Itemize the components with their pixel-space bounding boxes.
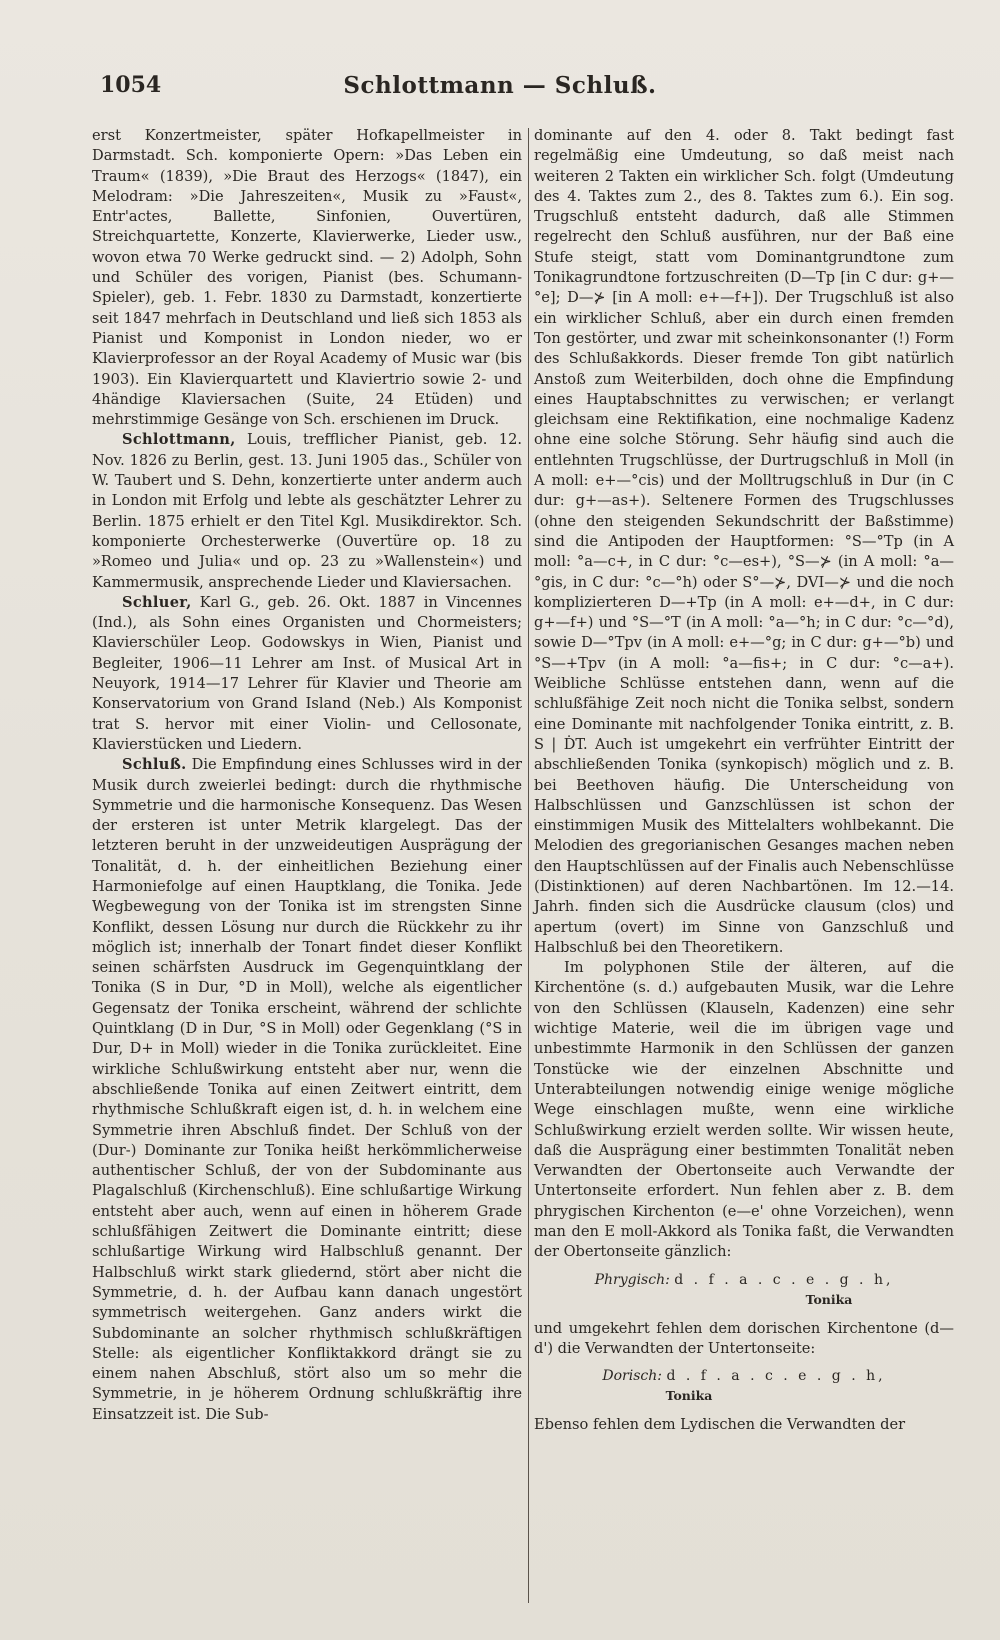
example-scale: d . f . a . c . e . g . h,	[674, 1271, 894, 1288]
tonika-label: Tonika	[805, 1291, 853, 1307]
entry-text: erst Konzertmeister, später Hofkapellmeister in Darmstadt. Sch. komponierte Opern: »Das Leben ein Traum« (1839), »Die Braut des Herzogs« (1847), ein Melodram: »Die Jahreszeiten«, Musik zu »Faust«, Entr'actes, Ballette, Sinfonien, Ouvertüren, Streichquartette, Konzerte, Klavierwerke, Lieder usw., wovon etwa 70 Werke gedruckt sind. — 2) Adolph, Sohn und Schüler des vorigen, Pianist (bes. Schumann-Spieler), geb. 1. Febr. 1830 zu Darmstadt, konzertierte seit 1847 mehrfach in Deutschland und ließ sich 1853 als Pianist und Komponist in London nieder, wo er Klavierprofessor an der Royal Academy of Music war (bis 1903). Ein Klavierquartett und Klaviertrio sowie 2- und 4händige Klaviersachen (Suite, 24 Etüden) und mehrstimmige Gesänge von Sch. erschienen im Druck.	[92, 127, 522, 429]
left-column	[92, 126, 522, 1425]
polyphonic-paragraph: Im polyphonen Stile der älteren, auf die Kirchentöne (s. d.) aufgebauten Musik, war die Lehre von den Schlüssen (Klauseln, Kadenzen) eine sehr wichtige Materie, weil die im übrigen vage und unbestimmte Harmonik in den Schlüssen der ganzen Tonstücke wie der einzelnen Abschnitte und Unterabteilungen notwendig einige wenige mögliche Wege einschlagen mußte, wenn eine wirkliche Schlußwirkung erzielt werden sollte. Wir wissen heute, daß die Ausprägung einer bestimmten Tonalität neben Verwandten der Obertonseite auch Verwandte der Untertonseite erfordert. Nun fehlen aber z. B. dem phrygischen Kirchenton (e—e' ohne Vorzeichen), wenn man den E moll-Akkord als Tonika faßt, die Verwandten der Obertonseite gänzlich:	[534, 959, 954, 1261]
entry-headword: Schluer,	[122, 593, 192, 611]
entry-text: Karl G., geb. 26. Okt. 1887 in Vincennes (Ind.), als Sohn eines Organisten und Chormeisters; Klavierschüler Leop. Godowskys in Wien, Pianist und Begleiter, 1906—11 Lehrer am Inst. of Musical Art in Neuyork, 1914—17 Lehrer für Klavier und Theorie am Konservatorium von Grand Island (Neb.) Als Komponist trat S. hervor mit einer Violin- und Cellosonate, Klavierstücken und Liedern.	[92, 593, 522, 753]
entry-text: Die Empfindung eines Schlusses wird in der Musik durch zweierlei bedingt: durch die rhythmische Symmetrie und die harmonische Konsequenz. Das Wesen der ersteren ist unter Metrik klargelegt. Das der letzteren beruht in der unzweideutigen Ausprägung der Tonalität, d. h. der einheitlichen Beziehung einer Harmoniefolge auf einen Hauptklang, die Tonika. Jede Wegbewegung von der Tonika ist im strengsten Sinne Konflikt, dessen Lösung nur durch die Rückkehr zu ihr möglich ist; innerhalb der Tonart findet dieser Konflikt seinen schärfsten Ausdruck im Gegenquintklang der Tonika (S in Dur, °D in Moll), welche als eigentlicher Gegensatz der Tonika erscheint, während der schlichte Quintklang (D in Dur, °S in Moll) oder Gegenklang (°S in Dur, D+ in Moll) wieder in die Tonika zurückleitet. Eine wirkliche Schlußwirkung entsteht aber nur, wenn die abschließende Tonika auf einen Zeitwert eintritt, dem rhythmische Schlußkraft eigen ist, d. h. in welchem eine Symmetrie ihren Abschluß findet. Der Schluß von der (Dur-) Dominante zur Tonika heißt herkömmlicherweise authentischer Schluß, der von der Subdominante aus Plagalschluß (Kirchenschluß). Eine schlußartige Wirkung entsteht aber auch, wenn auf einen in höherem Grade schlußfähigen Zeitwert die Dominante eintritt; diese schlußartige Wirkung wird Halbschluß genannt. Der Halbschluß wirkt stark gliedernd, stört aber nicht die Symmetrie, d. h. der Aufbau kann danach ungestört symmetrisch weitergehen. Ganz anders wirkt die Subdominante an solcher rhythmisch schlußkräftigen Stelle: als eigentlicher Konfliktakkord drängt sie zu einem nahen Abschluß, stört also um so mehr die Symmetrie, in je höherem Ordnung schlußkräftig ihre Einsatzzeit ist. Die Sub-	[92, 756, 522, 1423]
entry-continuation	[92, 126, 522, 430]
entry-text: Louis, trefflicher Pianist, geb. 12. Nov. 1826 zu Berlin, gest. 13. Juni 1905 das., Schüler von W. Taubert und S. Dehn, konzertierte unter anderm auch in London mit Erfolg und lebte als geschätzter Lehrer zu Berlin. 1875 erhielt er den Titel Kgl. Musikdirektor. Sch. komponierte Orchesterwerke (Ouvertüre op. 18 zu »Romeo und Julia« und op. 23 zu »Wallenstein«) und Kammermusik, ansprechende Lieder und Klaviersachen.	[92, 431, 522, 591]
entry-headword: Schluß.	[122, 756, 187, 774]
entry-headword: Schlottmann,	[122, 431, 236, 449]
running-head: Schlottmann — Schluß.	[343, 72, 657, 99]
example-label: Dorisch:	[602, 1368, 662, 1385]
right-column	[534, 126, 954, 1436]
tonika-label: Tonika	[665, 1388, 713, 1404]
example-scale: d . f . a . c . e . g . h,	[666, 1368, 886, 1385]
page-number: 1054	[100, 72, 162, 98]
entry-schluer	[92, 593, 522, 755]
example-label: Phrygisch:	[594, 1271, 670, 1288]
entry-schluss	[92, 755, 522, 1425]
entry-schlottmann-louis	[92, 430, 522, 592]
schluss-continuation: dominante auf den 4. oder 8. Takt bedingt fast regelmäßig eine Umdeutung, so daß meist nach weiteren 2 Takten ein wirklicher Sch. folgt (Umdeutung des 4. Taktes zum 2., des 8. Taktes zum 6.). Ein sog. Trugschluß entsteht dadurch, daß alle Stimmen regelrecht den Schluß ausführen, nur der Baß eine Stufe steigt, statt vom Dominantgrundtone zum Tonikagrundtone fortzuschreiten (D—Tp [in C dur: g+—°e]; D—⊁ [in A moll: e+—f+]). Der Trugschluß ist also ein wirklicher Schluß, aber ein durch einen fremden Ton gestörter, und zwar mit scheinkonsonanter (!) Form des Schlußakkords. Dieser fremde Ton gibt natürlich Anstoß zum Weiterbilden, doch ohne die Empfindung eines Hauptabschnittes zu verwischen; er verlangt gleichsam eine Rektifikation, eine nochmalige Kadenz ohne eine solche Störung. Sehr häufig sind auch die entlehnten Trugschlüsse, der Durtrugschluß in Moll (in A moll: e+—°cis) und der Molltrugschluß in Dur (in C dur: g+—as+). Seltenere Formen des Trugschlusses (ohne den steigenden Sekundschritt der Baßstimme) sind die Antipoden der Hauptformen: °S—°Tp (in A moll: °a—c+, in C dur: °c—es+), °S—⊁ (in A moll: °a—°gis, in C dur: °c—°h) oder S°—⊁, DVI—⊁ und die noch komplizierteren D—+Tp (in A moll: e+—d+, in C dur: g+—f+) und °S—°T (in A moll: °a—°h; in C dur: °c—°d), sowie D—°Tpv (in A moll: e+—°g; in C dur: g+—°b) und °S—+Tpv (in A moll: °a—fis+; in C dur: °c—a+). Weibliche Schlüsse entstehen dann, wenn auf die schlußfähige Zeit noch nicht die Tonika selbst, sondern eine Dominante mit nachfolgender Tonika eintritt, z. B. S | ḊT. Auch ist umgekehrt ein verfrühter Eintritt der abschließenden Tonika (synkopisch) möglich und z. B. bei Beethoven häufig. Die Unterscheidung von Halbschlüssen und Ganzschlüssen ist schon der einstimmigen Musik des Mittelalters wohlbekannt. Die Melodien des gregorianischen Gesanges machen neben den Hauptschlüssen auf der Finalis auch Nebenschlüsse (Distinktionen) auf deren Nachbartönen. Im 12.—14. Jahrh. finden sich die Ausdrücke clausum (clos) und apertum (overt) im Sinne von Ganzschluß und Halbschluß bei den Theoretikern.	[534, 127, 954, 956]
dorian-intro: und umgekehrt fehlen dem dorischen Kirchentone (d—d') die Verwandten der Untertonseite:	[534, 1319, 954, 1357]
column-divider	[528, 128, 529, 1603]
phrygian-example	[534, 1271, 954, 1309]
dorian-example	[534, 1367, 954, 1405]
page-header	[0, 72, 1000, 108]
last-line: Ebenso fehlen dem Lydischen die Verwandten der	[534, 1416, 906, 1434]
